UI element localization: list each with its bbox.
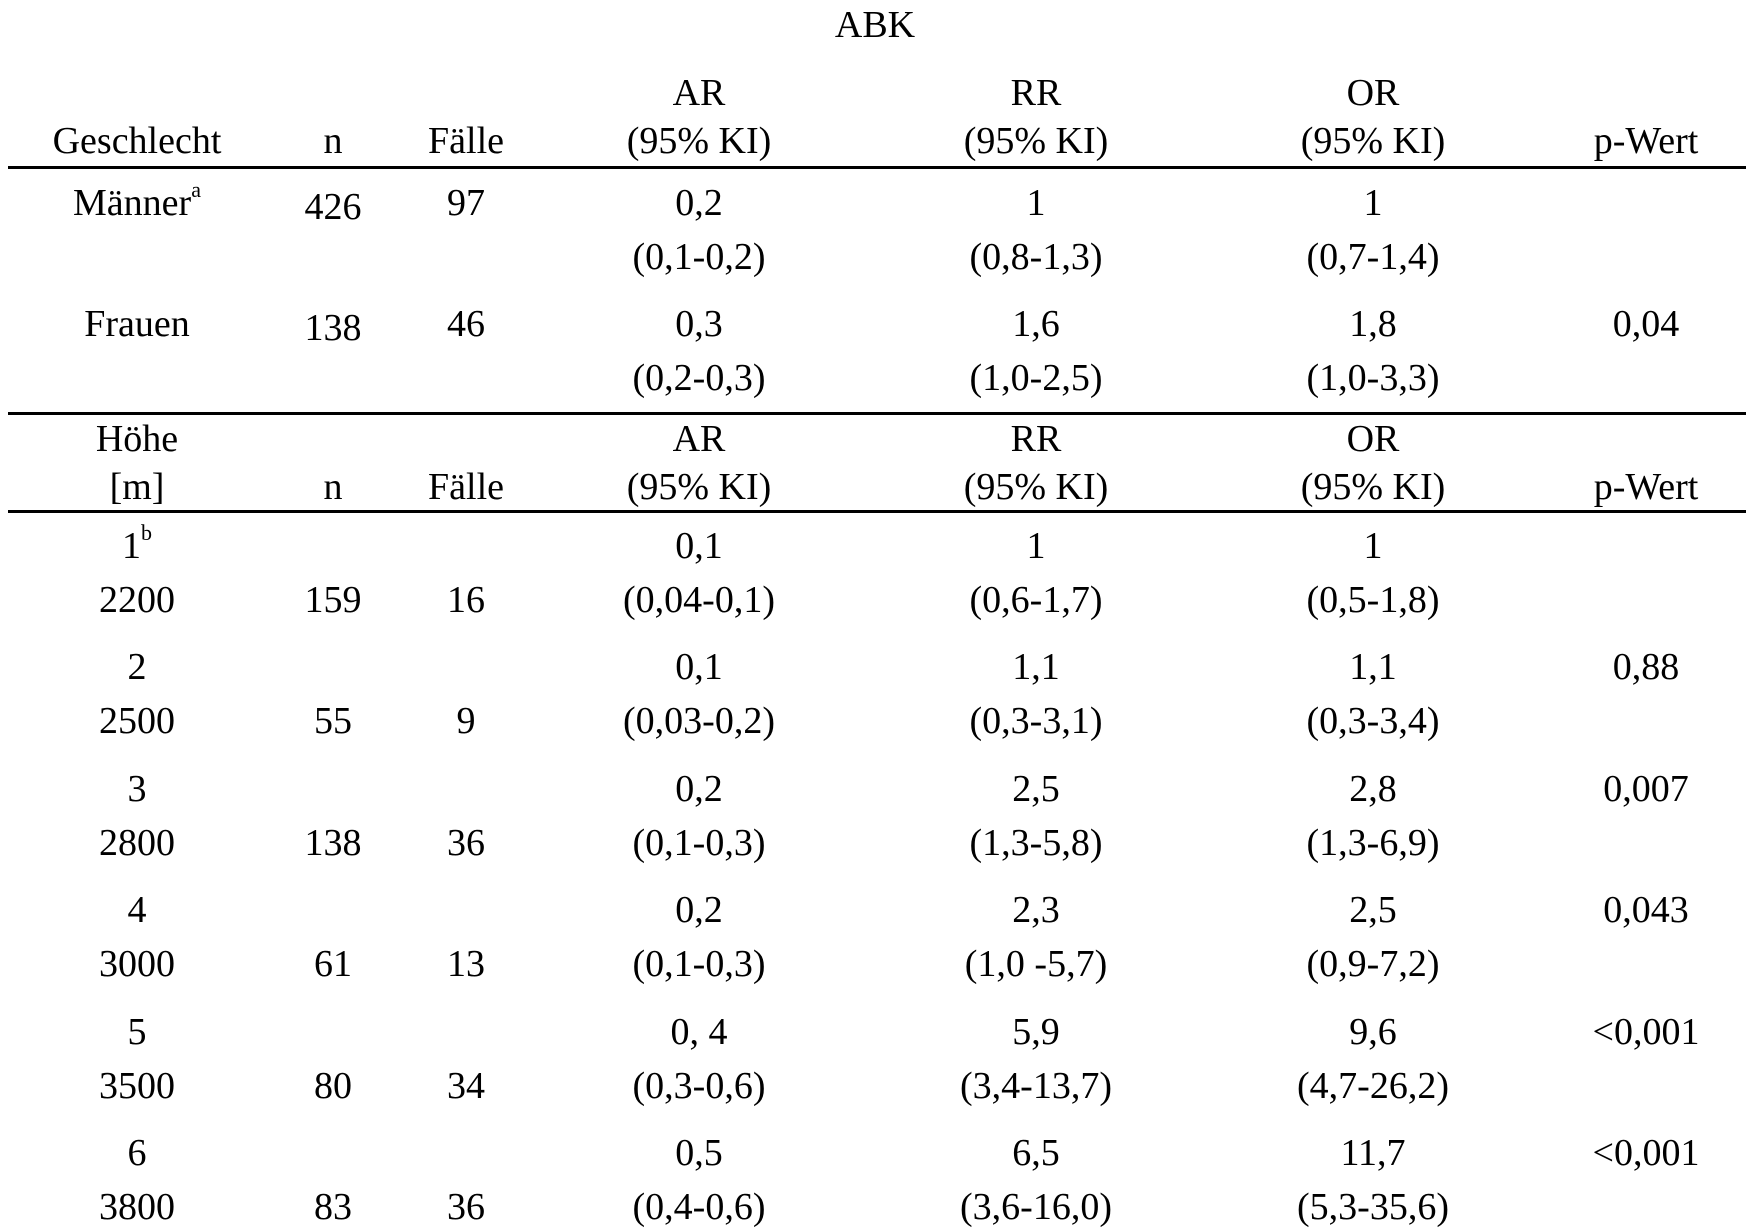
height-row-0-cases-text: 16 — [447, 579, 485, 621]
height-row-1-p — [1613, 648, 1680, 686]
sex-row-0-n-text: 426 — [304, 186, 362, 228]
sex-row-1-group-text: Frauen — [84, 303, 190, 345]
sex-row-1-n-text: 138 — [304, 307, 362, 349]
sex-row-1-cases — [447, 305, 485, 343]
height-row-4-level-text: 5 — [127, 1011, 147, 1053]
section1-header-ar-1 — [627, 122, 772, 160]
height-row-0-level — [122, 520, 152, 567]
height-row-0-ar — [675, 527, 723, 565]
height-row-1-height-text: 2500 — [99, 700, 175, 742]
sex-row-1-ar-ci-text: (0,2-0,3) — [632, 357, 766, 399]
section2-header-n — [324, 468, 343, 506]
height-row-1-p-text: 0,88 — [1612, 646, 1680, 688]
sex-row-1-n — [305, 309, 362, 347]
height-row-3-height-text: 3000 — [99, 943, 175, 985]
height-row-2-rr-ci — [970, 824, 1103, 862]
height-row-3-ar-ci — [633, 945, 766, 983]
section2-header-ar-1-text: (95% KI) — [626, 466, 772, 508]
height-row-3-ar-text: 0,2 — [675, 889, 723, 931]
section2-header-cases-text: Fälle — [428, 466, 504, 508]
height-row-5-rr-ci — [960, 1188, 1112, 1226]
height-row-2-rr-text: 2,5 — [1012, 768, 1060, 810]
height-row-5-or — [1340, 1134, 1405, 1172]
sex-row-0-rr-text: 1 — [1026, 182, 1046, 224]
sex-row-1-ar-text: 0,3 — [675, 303, 723, 345]
sex-row-1-or — [1349, 305, 1397, 343]
section1-header-p — [1594, 122, 1699, 160]
sex-row-1-ar-ci — [633, 359, 766, 397]
height-row-5-p-text: <0,001 — [1592, 1132, 1700, 1174]
sex-row-1-group — [84, 305, 190, 343]
height-row-1-height — [99, 702, 175, 740]
height-row-0-rr-ci-text: (0,6-1,7) — [969, 579, 1103, 621]
sex-row-0-cases — [447, 184, 485, 222]
sex-row-0-ar-ci — [633, 238, 766, 276]
sex-row-1-or-text: 1,8 — [1349, 303, 1397, 345]
sex-row-1-or-ci-text: (1,0-3,3) — [1306, 357, 1440, 399]
height-row-3-cases — [447, 945, 485, 983]
height-row-1-ar-ci — [623, 702, 775, 740]
section2-header-ar-0-text: AR — [672, 418, 726, 460]
height-row-2-level-text: 3 — [127, 768, 147, 810]
height-row-2-n — [305, 824, 362, 862]
height-row-1-or — [1349, 648, 1397, 686]
section2-header-rr-1-text: (95% KI) — [963, 466, 1109, 508]
height-row-2-ar-ci-text: (0,1-0,3) — [632, 822, 766, 864]
height-row-4-ar — [671, 1013, 728, 1051]
section1-header-ar-0-text: AR — [672, 72, 726, 114]
height-row-0-ar-ci-text: (0,04-0,1) — [623, 579, 775, 621]
height-row-1-rr-text: 1,1 — [1012, 646, 1060, 688]
height-row-1-cases — [457, 702, 476, 740]
height-row-3-height — [99, 945, 175, 983]
height-row-2-ar-ci — [633, 824, 766, 862]
height-row-5-ar-text: 0,5 — [675, 1132, 723, 1174]
sex-row-0-group-footnote-marker: a — [191, 177, 201, 202]
height-row-2-p-text: 0,007 — [1603, 768, 1689, 810]
section2-header-rr-0-text: RR — [1010, 418, 1062, 460]
height-row-0-rr — [1027, 527, 1046, 565]
height-row-2-cases — [447, 824, 485, 862]
height-row-4-n — [314, 1067, 352, 1105]
height-row-4-ar-ci-text: (0,3-0,6) — [632, 1065, 766, 1107]
section2-header-n-text: n — [323, 466, 343, 508]
sex-row-0-rr-ci-text: (0,8-1,3) — [969, 236, 1103, 278]
height-row-4-cases — [447, 1067, 485, 1105]
sex-row-1-cases-text: 46 — [447, 303, 485, 345]
height-row-4-rr-ci-text: (3,4-13,7) — [960, 1065, 1112, 1107]
sex-row-1-rr — [1012, 305, 1060, 343]
sex-row-0-or-ci-text: (0,7-1,4) — [1306, 236, 1440, 278]
height-row-3-p — [1603, 891, 1689, 929]
height-row-5-p — [1593, 1134, 1700, 1172]
height-row-1-ar — [675, 648, 723, 686]
section1-header-rr-1-text: (95% KI) — [963, 120, 1109, 162]
sex-row-1-p — [1613, 305, 1680, 343]
height-row-0-or-ci — [1307, 581, 1440, 619]
height-row-5-ar — [675, 1134, 723, 1172]
table-title: ABK — [834, 4, 916, 46]
height-row-0-rr-ci — [970, 581, 1103, 619]
sex-row-1-or-ci — [1307, 359, 1440, 397]
height-row-0-or-text: 1 — [1363, 525, 1383, 567]
height-row-5-n-text: 83 — [314, 1186, 352, 1228]
height-row-3-or-ci-text: (0,9-7,2) — [1306, 943, 1440, 985]
sex-row-1-ar — [675, 305, 723, 343]
height-row-0-or-ci-text: (0,5-1,8) — [1306, 579, 1440, 621]
height-row-2-cases-text: 36 — [447, 822, 485, 864]
height-row-1-or-text: 1,1 — [1349, 646, 1397, 688]
sex-row-1-rr-ci-text: (1,0-2,5) — [969, 357, 1103, 399]
section2-header-or-0 — [1347, 420, 1400, 458]
section2-header-rr-1 — [964, 468, 1109, 506]
height-row-3-rr-text: 2,3 — [1012, 889, 1060, 931]
section1-header-cases — [428, 122, 504, 160]
height-row-2-rr-ci-text: (1,3-5,8) — [969, 822, 1103, 864]
section2-header-p-text: p-Wert — [1593, 466, 1699, 508]
height-row-3-rr-ci-text: (1,0 -5,7) — [964, 943, 1108, 985]
height-row-0-n — [305, 581, 362, 619]
section2-header-or-0-text: OR — [1346, 418, 1400, 460]
height-row-5-cases — [447, 1188, 485, 1226]
height-row-0-ar-text: 0,1 — [675, 525, 723, 567]
height-row-2-or-ci-text: (1,3-6,9) — [1306, 822, 1440, 864]
section2-header-rr-0 — [1011, 420, 1062, 458]
sex-row-0-group-text: Männer — [73, 182, 192, 224]
height-row-4-or — [1349, 1013, 1397, 1051]
height-row-0-cases — [447, 581, 485, 619]
section1-header-n — [324, 122, 343, 160]
height-row-5-rr — [1012, 1134, 1060, 1172]
section2-header-cases — [428, 468, 504, 506]
section1-header-rr-1 — [964, 122, 1109, 160]
height-row-1-n-text: 55 — [314, 700, 352, 742]
height-row-1-cases-text: 9 — [456, 700, 476, 742]
height-row-5-ar-ci — [633, 1188, 766, 1226]
height-row-4-cases-text: 34 — [447, 1065, 485, 1107]
height-row-3-level — [128, 891, 147, 929]
section1-header-ar-1-text: (95% KI) — [626, 120, 772, 162]
sex-row-0-or-ci — [1307, 238, 1440, 276]
height-row-1-ar-text: 0,1 — [675, 646, 723, 688]
height-row-3-ar-ci-text: (0,1-0,3) — [632, 943, 766, 985]
height-row-4-p-text: <0,001 — [1592, 1011, 1700, 1053]
height-row-5-height-text: 3800 — [99, 1186, 175, 1228]
height-row-4-ar-text: 0, 4 — [670, 1011, 728, 1053]
height-row-2-ar — [675, 770, 723, 808]
height-row-2-rr — [1012, 770, 1060, 808]
section2-header-group-1-text: [m] — [109, 466, 165, 508]
section2-header-p — [1594, 468, 1699, 506]
height-row-3-rr-ci — [965, 945, 1107, 983]
sex-row-0-rr — [1027, 184, 1046, 222]
height-row-5-height — [99, 1188, 175, 1226]
rule-header-1 — [8, 166, 1746, 169]
height-row-0-height — [99, 581, 175, 619]
height-row-2-height — [99, 824, 175, 862]
height-row-2-level — [128, 770, 147, 808]
height-row-5-ar-ci-text: (0,4-0,6) — [632, 1186, 766, 1228]
height-row-0-height-text: 2200 — [99, 579, 175, 621]
height-row-3-or — [1349, 891, 1397, 929]
section2-header-group-1 — [110, 468, 165, 506]
height-row-2-or-ci — [1307, 824, 1440, 862]
height-row-2-or-text: 2,8 — [1349, 768, 1397, 810]
sex-row-0-n — [305, 188, 362, 226]
height-row-2-ar-text: 0,2 — [675, 768, 723, 810]
height-row-5-level-text: 6 — [127, 1132, 147, 1174]
height-row-3-n-text: 61 — [314, 943, 352, 985]
height-row-5-rr-ci-text: (3,6-16,0) — [960, 1186, 1112, 1228]
height-row-2-or — [1349, 770, 1397, 808]
height-row-0-level-text: 1 — [122, 525, 141, 567]
height-row-2-p — [1603, 770, 1689, 808]
height-row-0-n-text: 159 — [304, 579, 362, 621]
height-row-0-level-footnote-marker: b — [141, 520, 152, 545]
height-row-1-rr-ci — [970, 702, 1103, 740]
height-row-5-or-ci — [1297, 1188, 1449, 1226]
height-row-1-level — [128, 648, 147, 686]
section1-header-rr-0-text: RR — [1010, 72, 1062, 114]
section1-header-cases-text: Fälle — [428, 120, 504, 162]
section1-header-or-1-text: (95% KI) — [1300, 120, 1446, 162]
section1-header-or-0-text: OR — [1346, 72, 1400, 114]
height-row-3-n — [314, 945, 352, 983]
sex-row-0-rr-ci — [970, 238, 1103, 276]
height-row-1-rr — [1012, 648, 1060, 686]
height-row-3-ar — [675, 891, 723, 929]
section2-header-or-1 — [1301, 468, 1446, 506]
height-row-4-height — [99, 1067, 175, 1105]
section1-header-rr-0 — [1011, 74, 1062, 112]
height-row-1-ar-ci-text: (0,03-0,2) — [623, 700, 775, 742]
section1-header-or-0 — [1347, 74, 1400, 112]
height-row-4-ar-ci — [633, 1067, 766, 1105]
height-row-5-rr-text: 6,5 — [1012, 1132, 1060, 1174]
height-row-0-rr-text: 1 — [1026, 525, 1046, 567]
height-row-4-or-text: 9,6 — [1349, 1011, 1397, 1053]
height-row-2-height-text: 2800 — [99, 822, 175, 864]
section1-header-n-text: n — [323, 120, 343, 162]
sex-row-1-rr-ci — [970, 359, 1103, 397]
section1-header-group-0-text: Geschlecht — [52, 120, 222, 162]
section2-header-ar-0 — [673, 420, 726, 458]
rule-section-2 — [8, 412, 1746, 415]
section2-header-or-1-text: (95% KI) — [1300, 466, 1446, 508]
height-row-4-or-ci-text: (4,7-26,2) — [1297, 1065, 1449, 1107]
height-row-1-or-ci — [1307, 702, 1440, 740]
rule-header-2 — [8, 510, 1746, 513]
section1-header-group-0 — [53, 122, 222, 160]
sex-row-0-cases-text: 97 — [447, 182, 485, 224]
height-row-3-cases-text: 13 — [447, 943, 485, 985]
height-row-5-level — [128, 1134, 147, 1172]
height-row-1-n — [314, 702, 352, 740]
height-row-5-or-ci-text: (5,3-35,6) — [1297, 1186, 1449, 1228]
section1-header-or-1 — [1301, 122, 1446, 160]
section2-header-group-0-text: Höhe — [95, 418, 179, 460]
height-row-1-or-ci-text: (0,3-3,4) — [1306, 700, 1440, 742]
height-row-4-or-ci — [1297, 1067, 1449, 1105]
sex-row-0-ar-ci-text: (0,1-0,2) — [632, 236, 766, 278]
height-row-4-p — [1593, 1013, 1700, 1051]
sex-row-0-or — [1364, 184, 1383, 222]
height-row-1-level-text: 2 — [127, 646, 147, 688]
height-row-3-p-text: 0,043 — [1603, 889, 1689, 931]
height-row-2-n-text: 138 — [304, 822, 362, 864]
section2-header-group-0 — [96, 420, 178, 458]
height-row-0-or — [1364, 527, 1383, 565]
height-row-3-rr — [1012, 891, 1060, 929]
height-row-0-ar-ci — [623, 581, 775, 619]
sex-row-0-group — [73, 177, 201, 224]
height-row-4-rr — [1012, 1013, 1060, 1051]
sex-row-0-ar — [675, 184, 723, 222]
height-row-5-cases-text: 36 — [447, 1186, 485, 1228]
section1-header-p-text: p-Wert — [1593, 120, 1699, 162]
sex-row-0-ar-text: 0,2 — [675, 182, 723, 224]
height-row-3-or-text: 2,5 — [1349, 889, 1397, 931]
height-row-3-or-ci — [1307, 945, 1440, 983]
height-row-4-level — [128, 1013, 147, 1051]
sex-row-1-p-text: 0,04 — [1612, 303, 1680, 345]
height-row-4-height-text: 3500 — [99, 1065, 175, 1107]
sex-row-0-or-text: 1 — [1363, 182, 1383, 224]
height-row-4-rr-ci — [960, 1067, 1112, 1105]
section2-header-ar-1 — [627, 468, 772, 506]
section1-header-ar-0 — [673, 74, 726, 112]
height-row-4-n-text: 80 — [314, 1065, 352, 1107]
height-row-1-rr-ci-text: (0,3-3,1) — [969, 700, 1103, 742]
sex-row-1-rr-text: 1,6 — [1012, 303, 1060, 345]
height-row-3-level-text: 4 — [127, 889, 147, 931]
height-row-5-n — [314, 1188, 352, 1226]
height-row-5-or-text: 11,7 — [1340, 1132, 1406, 1174]
height-row-4-rr-text: 5,9 — [1012, 1011, 1060, 1053]
